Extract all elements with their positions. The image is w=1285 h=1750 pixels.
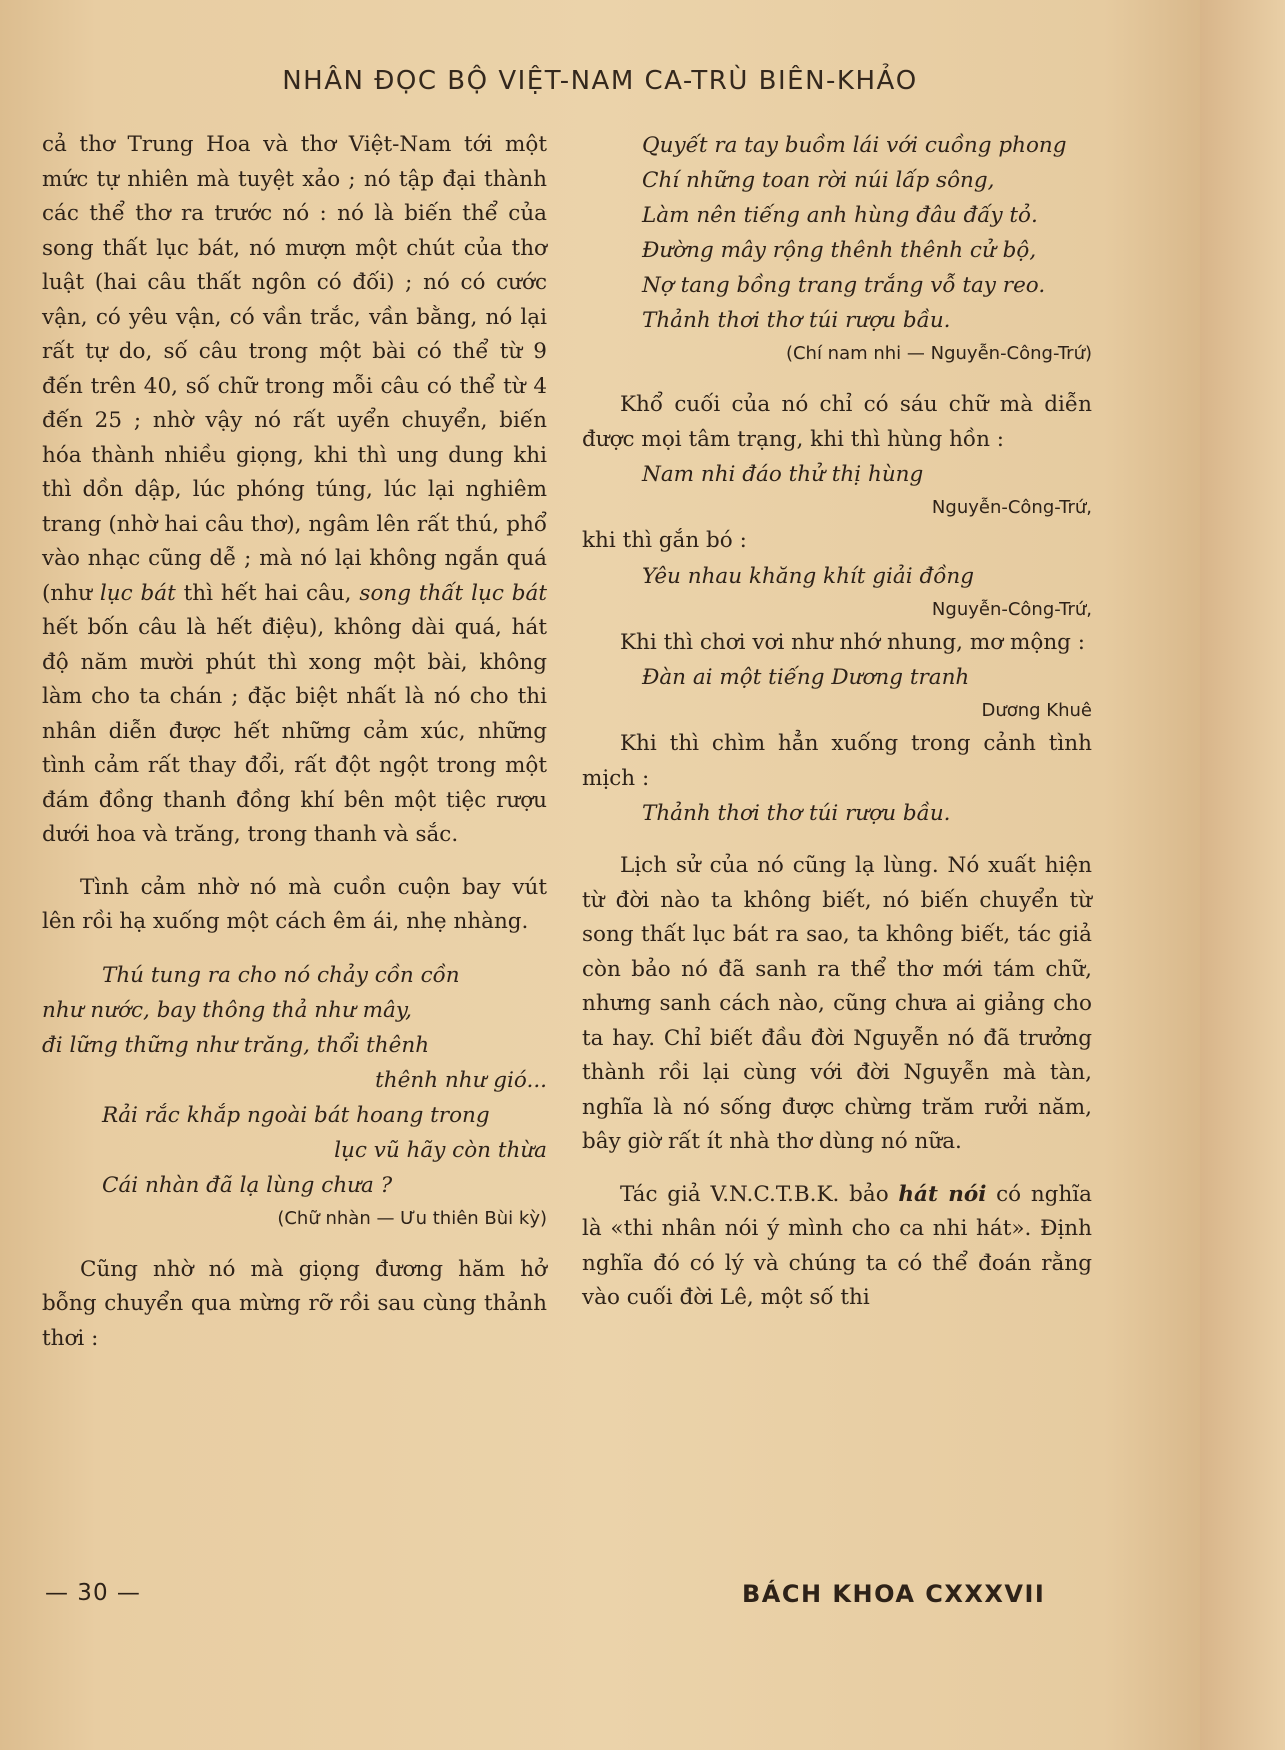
paragraph-9-italic: hát nói — [898, 1181, 987, 1207]
page-number: — 30 — — [45, 1580, 141, 1606]
paragraph-1-end: hết bốn câu là hết điệu), không dài quá, hát độ năm mười phút thì xong một bài, không làm cho ta chán ; đặc biệt nhất là nó cho thi nhân diễn được hết những cảm xúc, những tình cảm rất thay đổi, rất đột ngột trong một đám đồng thanh đồng khí bên một tiệc rượu dưới hoa và trăng, trong thanh và sắc. — [42, 615, 547, 847]
paragraph-5: khi thì gắn bó : — [582, 528, 747, 553]
poem-line: Rải rắc khắp ngoài bát hoang trong — [102, 1102, 490, 1128]
example-3: Đàn ai một tiếng Dương tranh — [642, 665, 970, 690]
running-title: NHÂN ĐỌC BỘ VIỆT-NAM CA-TRÙ BIÊN-KHẢO — [282, 66, 918, 96]
poem-chi-nam-nhi — [582, 128, 1092, 338]
poem-line: đi lững thững như trăng, thổi thênh — [42, 1032, 430, 1058]
poem-line: Thú tung ra cho nó chảy cồn cồn — [102, 962, 460, 988]
paragraph-7: Khi thì chìm hẳn xuống trong cảnh tình mịch : — [582, 731, 1092, 791]
poem-line: thênh như gió... — [375, 1067, 547, 1093]
poem-line: Làm nên tiếng anh hùng đâu đấy tỏ. — [642, 203, 1038, 228]
poem-line: như nước, bay thông thả như mây, — [42, 997, 413, 1023]
poem-line: lục vũ hãy còn thừa — [334, 1137, 547, 1163]
paragraph-9-end: có nghĩa là «thi nhân nói ý mình cho ca nhi hát». Định nghĩa đó có lý và chúng ta có thể đoán rằng vào cuối đời Lê, một số thi — [582, 1181, 1092, 1310]
example-3-source: Dương Khuê — [981, 700, 1092, 721]
example-1-source: Nguyễn-Công-Trứ, — [931, 497, 1092, 518]
paragraph-6: Khi thì chơi vơi như nhớ nhung, mơ mộng : — [620, 629, 1086, 655]
paragraph-2: Tình cảm nhờ nó mà cuồn cuộn bay vút lên rồi hạ xuống một cách êm ái, nhẹ nhàng. — [42, 874, 547, 934]
paragraph-8: Lịch sử của nó cũng lạ lùng. Nó xuất hiện từ đời nào ta không biết, nó biến chuyển từ song thất lục bát ra sao, ta không biết, tác giả còn bảo nó đã sanh ra thể thơ mới tám chữ, nhưng sanh cách nào, cũng chưa ai giảng cho ta hay. Chỉ biết đầu đời Nguyễn nó đã trưởng thành rồi lại cùng với đời Nguyễn mà tàn, nghĩa là nó sống được chừng trăm rưởi năm, bây giờ rất ít nhà thơ dùng nó nữa. — [582, 853, 1092, 1154]
page-edge — [1200, 0, 1285, 1750]
paragraph-9-start: Tác giả V.N.C.T.B.K. bảo — [620, 1181, 899, 1207]
example-2-source: Nguyễn-Công-Trứ, — [931, 598, 1092, 620]
poem-line: Chí những toan rời núi lấp sông, — [642, 168, 995, 193]
poem-line: Cái nhàn đã lạ lùng chưa ? — [102, 1172, 393, 1198]
poem-line: Đường mây rộng thênh thênh cử bộ, — [642, 238, 1037, 263]
poem-line: Thảnh thơi thơ túi rượu bầu. — [642, 308, 951, 333]
paragraph-1-italic-1: lục bát — [99, 580, 176, 606]
paragraph-1-italic-2: song thất lục bát — [359, 580, 547, 606]
paragraph-4: Khổ cuối của nó chỉ có sáu chữ mà diễn được mọi tâm trạng, khi thì hùng hồn : — [582, 392, 1092, 452]
journal-name: BÁCH KHOA CXXXVII — [742, 1580, 1046, 1608]
paragraph-9 — [582, 1178, 1092, 1316]
paragraph-3: Cũng nhờ nó mà giọng đương hăm hở bỗng chuyển qua mừng rỡ rồi sau cùng thảnh thơi : — [42, 1256, 547, 1351]
example-1: Nam nhi đáo thử thị hùng — [642, 462, 924, 487]
poem-line: Nợ tang bồng trang trắng vỗ tay reo. — [642, 273, 1046, 298]
example-4: Thảnh thơi thơ túi rượu bầu. — [642, 801, 951, 826]
paragraph-1-text: cả thơ Trung Hoa và thơ Việt-Nam tới một mức tự nhiên mà tuyệt xảo ; nó tập đại thành các thể thơ ra trước nó : nó là biến thể của song thất lục bát, nó mượn một chút của thơ luật (hai câu thất ngôn có đối) ; nó có cước vận, có yêu vận, có vần trắc, vần bằng, nó lại rất tự do, số câu trong một bài có thể từ 9 đến trên 40, số chữ trong mỗi câu có thể từ 4 đến 25 ; nhờ vậy nó rất uyển chuyển, biến hóa thành nhiều giọng, khi thì ung dung khi thì dồn dập, lúc phóng túng, lúc lại nghiêm trang (nhờ hai câu thơ), ngâm lên rất thú, phổ vào nhạc cũng dễ ; mà nó lại không ngắn quá (như — [42, 132, 547, 606]
right-column — [582, 128, 1092, 1316]
example-2: Yêu nhau khăng khít giải đồng — [642, 563, 974, 589]
citation-1: (Chữ nhàn — Ưu thiên Bùi kỳ) — [277, 1207, 547, 1229]
poem-nhan — [42, 958, 547, 1203]
paragraph-1-mid: thì hết hai câu, — [175, 580, 360, 606]
paragraph-1 — [42, 128, 547, 853]
left-column — [42, 128, 547, 1356]
citation-2: (Chí nam nhi — Nguyễn-Công-Trứ) — [785, 343, 1092, 364]
poem-line: Quyết ra tay buồm lái với cuồng phong — [642, 133, 1067, 158]
